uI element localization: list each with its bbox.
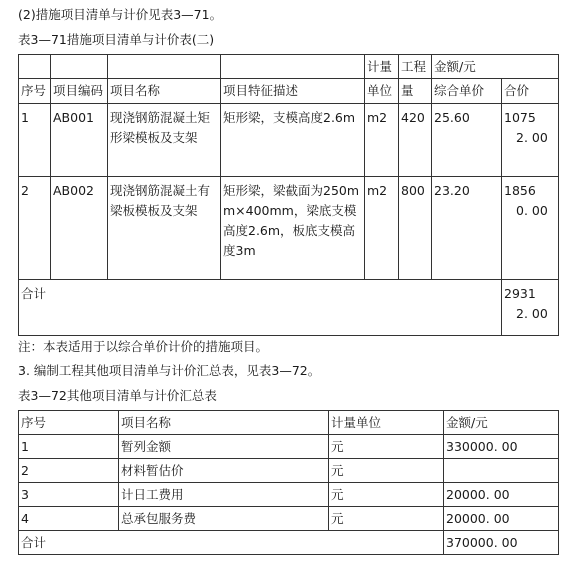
cell-name	[108, 177, 221, 280]
header-unit-price: 综合单价	[432, 79, 502, 104]
cell-total	[502, 104, 559, 177]
table-sum-row	[19, 280, 559, 336]
header-code: 项目编码	[51, 79, 108, 104]
table71	[18, 54, 559, 336]
table71-header-empty	[108, 55, 221, 79]
cell-quantity: 800	[399, 177, 432, 280]
cell-code: AB002	[51, 177, 108, 280]
table-row	[19, 507, 559, 531]
table-row	[19, 435, 559, 459]
intro-text: (2)措施项目清单与计价见表3—71。	[18, 7, 223, 22]
cell-name-line: 梁板模板及支架	[110, 203, 198, 218]
cell-name-line: 现浇钢筋混凝土矩	[110, 110, 211, 125]
table-row	[19, 459, 559, 483]
table71-title: 表3—71措施项目清单与计价表(二)	[18, 32, 215, 47]
header-unit-bottom: 单位	[365, 79, 399, 104]
sum-total-line: 2. 00	[516, 306, 548, 321]
header-feature: 项目特征描述	[221, 79, 365, 104]
cell-amount	[444, 459, 559, 483]
cell-feature: 矩形梁，支模高度2.6m	[221, 104, 365, 177]
cell-name-line: 形梁模板及支架	[110, 130, 198, 145]
table-row	[19, 483, 559, 507]
sum-label: 合计	[19, 531, 444, 555]
cell-amount: 20000. 00	[444, 483, 559, 507]
header-unit: 计量单位	[329, 411, 444, 435]
cell-unit: 元	[329, 459, 444, 483]
cell-total-line: 1856	[504, 183, 536, 198]
sum-amount: 370000. 00	[444, 531, 559, 555]
table71-header-empty	[19, 55, 51, 79]
cell-unit: 元	[329, 507, 444, 531]
header-name: 项目名称	[108, 79, 221, 104]
cell-seq: 1	[19, 435, 119, 459]
header-amount-group: 金额/元	[432, 55, 559, 79]
cell-seq: 2	[19, 177, 51, 280]
header-quantity-bottom: 量	[399, 79, 432, 104]
table-row	[19, 177, 559, 280]
table71-header-empty	[221, 55, 365, 79]
table71-header-empty	[51, 55, 108, 79]
header-name: 项目名称	[119, 411, 329, 435]
cell-total	[502, 177, 559, 280]
header-total: 合价	[502, 79, 559, 104]
table-sum-row	[19, 531, 559, 555]
cell-unit-price: 25.60	[432, 104, 502, 177]
table-row	[19, 104, 559, 177]
cell-unit: m2	[365, 177, 399, 280]
cell-seq: 2	[19, 459, 119, 483]
cell-name-line: 现浇钢筋混凝土有	[110, 183, 211, 198]
cell-seq: 1	[19, 104, 51, 177]
sum-total	[502, 280, 559, 336]
cell-total-line: 0. 00	[516, 203, 548, 218]
sum-label: 合计	[19, 280, 502, 336]
cell-name: 材料暂估价	[119, 459, 329, 483]
cell-feature: 矩形梁，梁截面为250mm×400mm，梁底支模高度2.6m，板底支模高度3m	[221, 177, 365, 280]
cell-name: 总承包服务费	[119, 507, 329, 531]
sum-total-line: 2931	[504, 286, 536, 301]
cell-name: 暂列金额	[119, 435, 329, 459]
header-amount: 金额/元	[444, 411, 559, 435]
cell-amount: 20000. 00	[444, 507, 559, 531]
table72	[18, 410, 559, 555]
cell-unit: 元	[329, 435, 444, 459]
cell-quantity: 420	[399, 104, 432, 177]
cell-seq: 3	[19, 483, 119, 507]
cell-unit: 元	[329, 483, 444, 507]
cell-name	[108, 104, 221, 177]
header-unit-top: 计量	[365, 55, 399, 79]
cell-total-line: 1075	[504, 110, 536, 125]
table71-note: 注：本表适用于以综合单价计价的措施项目。	[18, 339, 269, 354]
table72-title: 表3—72其他项目清单与计价汇总表	[18, 388, 217, 403]
section3-text: 3. 编制工程其他项目清单与计价汇总表，见表3—72。	[18, 363, 321, 378]
header-seq: 序号	[19, 411, 119, 435]
header-quantity-top: 工程	[399, 55, 432, 79]
cell-seq: 4	[19, 507, 119, 531]
cell-unit: m2	[365, 104, 399, 177]
cell-amount: 330000. 00	[444, 435, 559, 459]
cell-name: 计日工费用	[119, 483, 329, 507]
cell-total-line: 2. 00	[516, 130, 548, 145]
header-seq: 序号	[19, 79, 51, 104]
cell-unit-price: 23.20	[432, 177, 502, 280]
cell-code: AB001	[51, 104, 108, 177]
